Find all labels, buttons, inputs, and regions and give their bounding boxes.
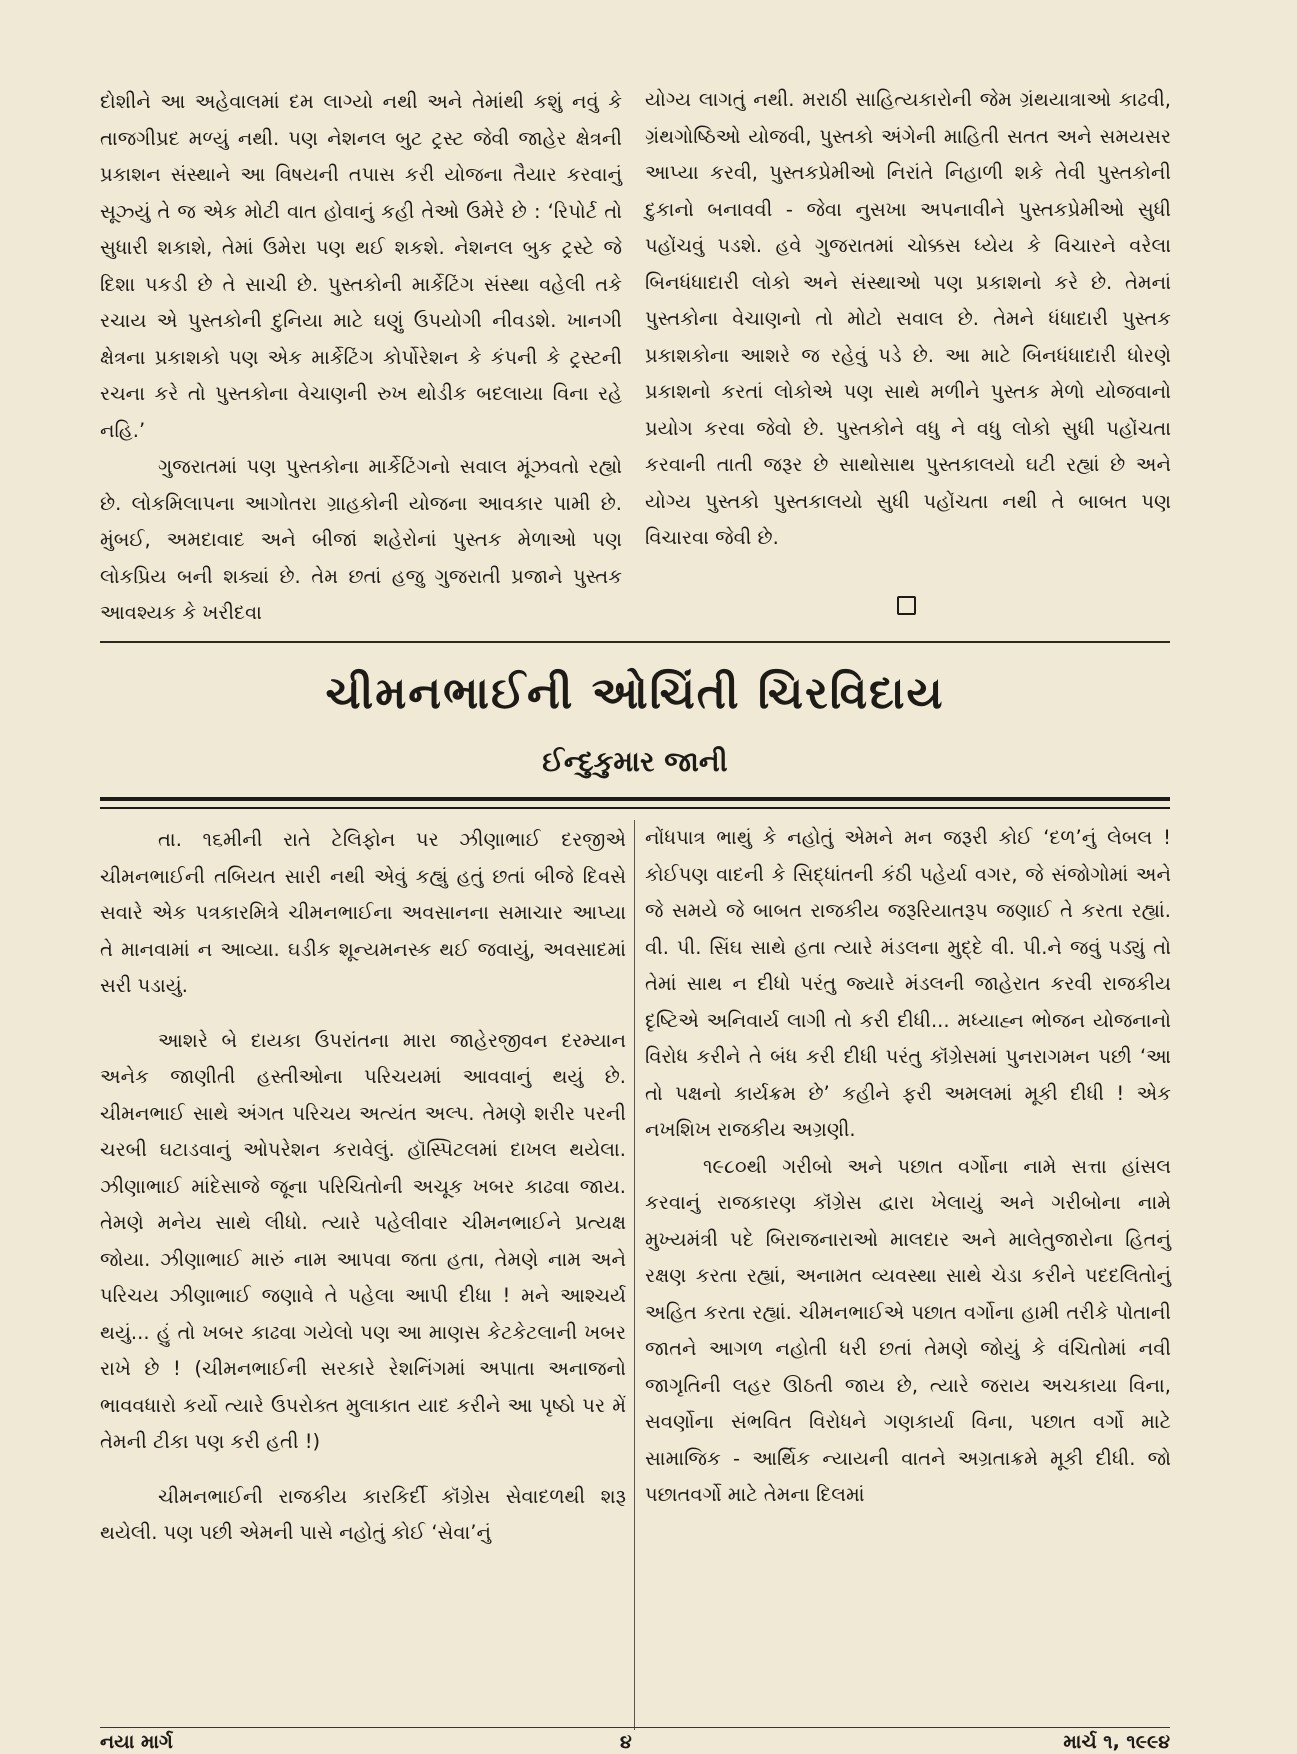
footer-rule (100, 1727, 1170, 1728)
article-left-column (100, 822, 626, 1552)
article-byline: ઈન્દુકુમાર જાની (542, 745, 728, 778)
top-right-paragraph-1: યોગ્ય લાગતું નથી. મરાઠી સાહિત્યકારોની જેમ ગ્રંથયાત્રાઓ કાઢવી, ગ્રંથગોષ્ઠિઓ યોજવી, પુસ્તકો અંગેની માહિતી સતત અને સમયસર આપ્યા કરવી, પુસ્તકપ્રેમીઓ નિરાંતે નિહાળી શકે તેવી પુસ્તકોની દુકાનો બનાવવી - જેવા નુસખા અપનાવીને પુસ્તકપ્રેમીઓ સુધી પહોંચવું પડશે. હવે ગુજરાતમાં ચોક્કસ ધ્યેય કે વિચારને વરેલા બિનધંધાદારી લોકો અને સંસ્થાઓ પણ પ્રકાશનો કરે છે. તેમનાં પુસ્તકોના વેચાણનો તો મોટો સવાલ છે. તેમને ધંધાદારી પુસ્તક પ્રકાશકોના આશરે જ રહેવું પડે છે. આ માટે બિનધંધાદારી ધોરણે પ્રકાશનો કરતાં લોકોએ પણ સાથે મળીને પુસ્તક મેળો યોજવાનો પ્રયોગ કરવા જેવો છે. પુસ્તકોને વધુ ને વધુ લોકો સુધી પહોંચતા કરવાની તાતી જરૂર છે સાથોસાથ પુસ્તકાલયો ઘટી રહ્યાં છે અને યોગ્ય પુસ્તકો પુસ્તકાલયો સુધી પહોંચતા નથી તે બાબત પણ વિચારવા જેવી છે. (645, 88, 1171, 549)
article-paragraph-5: ૧૯૮૦થી ગરીબો અને પછાત વર્ગોના નામે સત્તા હાંસલ કરવાનું રાજકારણ કૉંગ્રેસ દ્વારા ખેલાયું અને ગરીબોના નામે મુખ્યમંત્રી પદે બિરાજનારાઓ માલદાર અને માલેતુજારોના હિતનું રક્ષણ કરતા રહ્યાં, અનામત વ્યવસ્થા સાથે ચેડા કરીને પદદલિતોનું અહિત કરતા રહ્યાં. ચીમનભાઈએ પછાત વર્ગોના હામી તરીકે પોતાની જાતને આગળ નહોતી ધરી છતાં તેમણે જોયું કે વંચિતોમાં નવી જાગૃતિની લહર ઊઠતી જાય છે, ત્યારે જરાય અચકાયા વિના, સવર્ણોના સંભવિત વિરોધને ગણકાર્યા વિના, પછાત વર્ગો માટે સામાજિક - આર્થિક ન્યાયની વાતને અગ્રતાક્રમે મૂકી દીધી. જો પછાતવર્ગો માટે તેમના દિલમાં (645, 1154, 1171, 1506)
article-paragraph-4: નોંધપાત્ર ભાથું કે નહોતું એમને મન જરૂરી કોઈ ‘દળ’નું લેબલ ! કોઈપણ વાદની કે સિદ્ધાંતની કંઠી પહેર્યા વગર, જે સંજોગોમાં અને જે સમયે જે બાબત રાજકીય જરૂરિયાતરૂપ જણાઈ તે કરતા રહ્યાં. વી. પી. સિંઘ સાથે હતા ત્યારે મંડલના મુદ્દે વી. પી.ને જવું પડ્યું તો તેમાં સાથ ન દીધો પરંતુ જ્યારે મંડલની જાહેરાત કરવી રાજકીય દૃષ્ટિએ અનિવાર્ય લાગી તો કરી દીધી... મધ્યાહ્ન ભોજન યોજનાનો વિરોધ કરીને તે બંધ કરી દીધી પરંતુ કૉંગ્રેસમાં પુનરાગમન પછી ‘આ તો પક્ષનો કાર્યક્રમ છે’ કહીને ફરી અમલમાં મૂકી દીધી ! એક નખશિખ રાજકીય અગ્રણી. (645, 826, 1171, 1141)
footer-publication: નયા માર્ગ (100, 1731, 173, 1753)
article-right-column (645, 820, 1171, 1514)
column-divider (634, 820, 635, 1730)
footer-date: માર્ચ ૧, ૧૯૯૪ (1063, 1731, 1170, 1753)
article-headline: ચીમનભાઈની ઓચિંતી ચિરવિદાય (325, 668, 945, 719)
article-paragraph-2: આશરે બે દાયકા ઉપરાંતના મારા જાહેરજીવન દરમ્યાન અનેક જાણીતી હસ્તીઓના પરિચયમાં આવવાનું થયું છે. ચીમનભાઈ સાથે અંગત પરિચય અત્યંત અલ્પ. તેમણે શરીર પરની ચરબી ઘટાડવાનું ઓપરેશન કરાવેલું. હૉસ્પિટલમાં દાખલ થયેલા. ઝીણાભાઈ માંદેસાજે જૂના પરિચિતોની અચૂક ખબર કાઢવા જાય. તેમણે મનેય સાથે લીધો. ત્યારે પહેલીવાર ચીમનભાઈને પ્રત્યક્ષ જોયા. ઝીણાભાઈ મારું નામ આપવા જતા હતા, તેમણે નામ અને પરિચય ઝીણાભાઈ જણાવે તે પહેલા આપી દીધા ! મને આશ્ચર્ય થયું... હું તો ખબર કાઢવા ગયેલો પણ આ માણસ કેટકેટલાની ખબર રાખે છે ! (ચીમનભાઈની સરકારે રેશનિંગમાં અપાતા અનાજનો ભાવવધારો કર્યો ત્યારે ઉપરોક્ત મુલાકાત યાદ કરીને આ પૃષ્ઠો પર મેં તેમની ટીકા પણ કરી હતી !) (100, 1028, 626, 1453)
section-divider (100, 641, 1170, 643)
footer-page-number: ૪ (620, 1731, 632, 1753)
top-left-paragraph-1: દોશીને આ અહેવાલમાં દમ લાગ્યો નથી અને તેમાંથી કશું નવું કે તાજગીપ્રદ મળ્યું નથી. પણ નેશનલ બુટ ટ્રસ્ટ જેવી જાહેર ક્ષેત્રની પ્રકાશન સંસ્થાને આ વિષયની તપાસ કરી યોજના તૈયાર કરવાનું સૂઝ્યું તે જ એક મોટી વાત હોવાનું કહી તેઓ ઉમેરે છે : ‘રિપોર્ટ તો સુધારી શકાશે, તેમાં ઉમેરા પણ થઈ શકશે. નેશનલ બુક ટ્રસ્ટે જે દિશા પકડી છે તે સાચી છે. પુસ્તકોની માર્કેટિંગ સંસ્થા વહેલી તકે રચાય એ પુસ્તકોની દુનિયા માટે ઘણું ઉપયોગી નીવડશે. ખાનગી ક્ષેત્રના પ્રકાશકો પણ એક માર્કેટિંગ કોર્પોરેશન કે કંપની કે ટ્રસ્ટની રચના કરે તો પુસ્તકોના વેચાણની રુખ થોડીક બદલાયા વિના રહે નહિ.’ (100, 90, 622, 442)
article-paragraph-3: ચીમનભાઈની રાજકીય કારકિર્દી કૉંગ્રેસ સેવાદળથી શરૂ થયેલી. પણ પછી એમની પાસે નહોતું કોઈ ‘સેવા’નું (100, 1484, 626, 1544)
article-end-mark (897, 596, 916, 615)
top-left-paragraph-2: ગુજરાતમાં પણ પુસ્તકોના માર્કેટિંગનો સવાલ મૂંઝવતો રહ્યો છે. લોકમિલાપના આગોતરા ગ્રાહકોની યોજના આવકાર પામી છે. મુંબઈ, અમદાવાદ અને બીજાં શહેરોનાં પુસ્તક મેળાઓ પણ લોકપ્રિય બની શક્યાં છે. તેમ છતાં હજુ ગુજરાતી પ્રજાને પુસ્તક આવશ્યક કે ખરીદવા (100, 455, 622, 624)
top-right-column (645, 82, 1171, 557)
top-left-column (100, 84, 622, 632)
headline-rule-thick (100, 797, 1170, 801)
headline-rule-thin (100, 807, 1170, 809)
article-paragraph-1: તા. ૧૬મીની રાતે ટેલિફોન પર ઝીણાભાઈ દરજીએ ચીમનભાઈની તબિયત સારી નથી એવું કહ્યું હતું છતાં બીજે દિવસે સવારે એક પત્રકારમિત્રે ચીમનભાઈના અવસાનના સમાચાર આપ્યા તે માનવામાં ન આવ્યા. ઘડીક શૂન્યમનસ્ક થઈ જવાયું, અવસાદમાં સરી પડાયું. (100, 828, 626, 997)
